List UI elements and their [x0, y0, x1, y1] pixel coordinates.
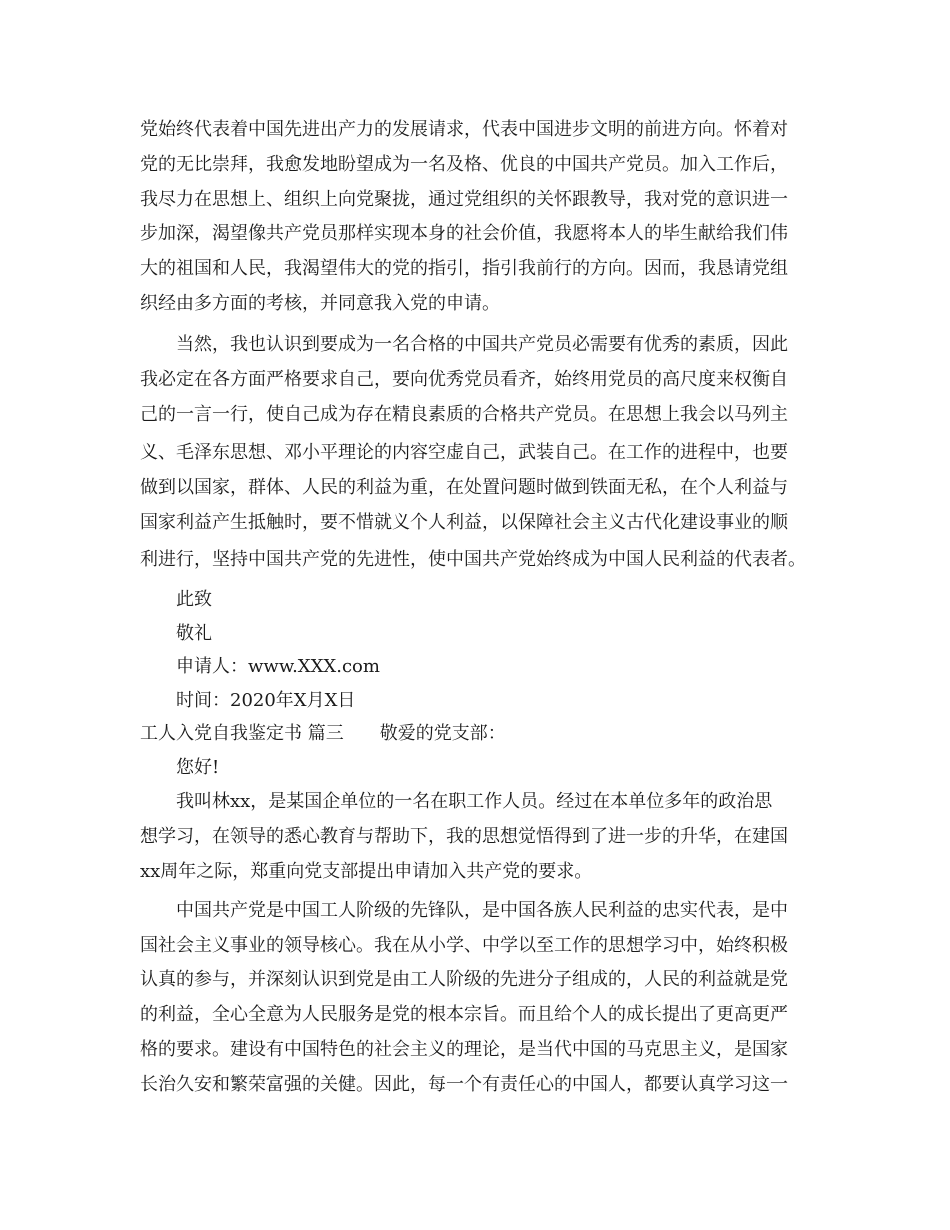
paragraph-line: 做到以国家，群体、人民的利益为重，在处置问题时做到铁面无私，在个人利益与 [140, 477, 788, 498]
paragraph-line: 长治久安和繁荣富强的关健。因此，每一个有责任心的中国人，都要认真学习这一 [140, 1074, 788, 1095]
paragraph-line: 国家利益产生抵触时，要不惜就义个人利益，以保障社会主义古代化建设事业的顺 [140, 512, 788, 533]
paragraph-line: 我叫林xx，是某国企单位的一名在职工作人员。经过在本单位多年的政治思 [176, 791, 773, 812]
date-line: 时间：2020年X月X日 [176, 690, 356, 711]
paragraph-line: 我必定在各方面严格要求自己，要向优秀党员看齐，始终用党员的高尺度来权衡自 [140, 369, 788, 390]
paragraph-line: 义、毛泽东思想、邓小平理论的内容空虚自己，武装自己。在工作的进程中，也要 [140, 442, 788, 463]
paragraph-line: 国社会主义事业的领导核心。我在从小学、中学以至工作的思想学习中，始终积极 [140, 935, 788, 956]
paragraph-line: 步加深，渴望像共产党员那样实现本身的社会价值，我愿将本人的毕生献给我们伟 [140, 223, 788, 244]
paragraph-line: 党始终代表着中国先进出产力的发展请求，代表中国进步文明的前进方向。怀着对 [140, 119, 788, 140]
section-heading: 工人入党自我鉴定书 篇三 [140, 723, 344, 744]
paragraph-line: 党的无比崇拜，我愈发地盼望成为一名及格、优良的中国共产党员。加入工作后， [140, 154, 788, 175]
paragraph-line: 大的祖国和人民，我渴望伟大的党的指引，指引我前行的方向。因而，我恳请党组 [140, 258, 788, 279]
paragraph-line: 想学习，在领导的悉心教育与帮助下，我的思想觉悟得到了进一步的升华，在建国 [140, 826, 788, 847]
paragraph-line: 中国共产党是中国工人阶级的先锋队，是中国各族人民利益的忠实代表，是中 [176, 900, 788, 921]
closing-jingli: 敬礼 [176, 623, 212, 644]
salutation: 敬爱的党支部： [379, 723, 506, 744]
paragraph-line: 利进行，坚持中国共产党的先进性，使中国共产党始终成为中国人民利益的代表者。 [140, 549, 806, 570]
section-heading-row [140, 722, 830, 746]
closing-cizhi: 此致 [176, 589, 212, 610]
paragraph-line: 的利益，全心全意为人民服务是党的根本宗旨。而且给个人的成长提出了更高更严 [140, 1004, 788, 1025]
paragraph-line: xx周年之际，郑重向党支部提出申请加入共产党的要求。 [140, 861, 593, 882]
greeting: 您好! [176, 757, 220, 778]
applicant-line: 申请人：www.XXX.com [176, 656, 380, 677]
paragraph-line: 己的一言一行，使自己成为存在精良素质的合格共产党员。在思想上我会以马列主 [140, 404, 788, 425]
paragraph-line: 当然，我也认识到要成为一名合格的中国共产党员必需要有优秀的素质，因此 [176, 334, 788, 355]
paragraph-line: 我尽力在思想上、组织上向党聚拢，通过党组织的关怀跟教导，我对党的意识进一 [140, 189, 788, 210]
paragraph-line: 认真的参与，并深刻认识到党是由工人阶级的先进分子组成的，人民的利益就是党 [140, 969, 788, 990]
paragraph-line: 格的要求。建设有中国特色的社会主义的理论，是当代中国的马克思主义，是国家 [140, 1039, 788, 1060]
paragraph-line: 织经由多方面的考核，并同意我入党的申请。 [140, 293, 500, 314]
